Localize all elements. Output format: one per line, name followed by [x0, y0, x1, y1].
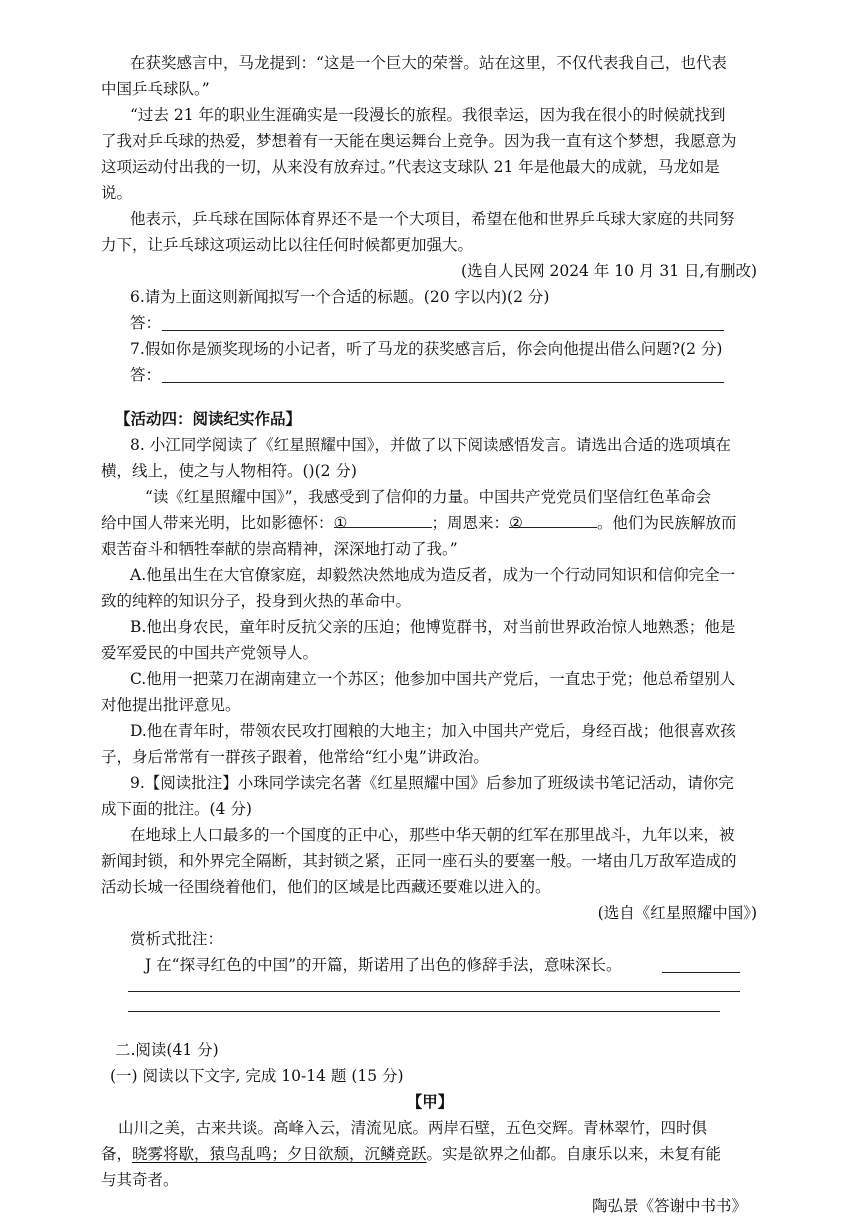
passage-jia-label: 【甲】	[406, 1092, 454, 1111]
question-6-text: 6.请为上面这则新闻拟写一个合适的标题。(20 字以内)(2 分)	[130, 288, 550, 306]
passage-line-2-end: 。实是欲界之仙都。自康乐以来，未复有能	[426, 1145, 722, 1163]
news-paragraph-2-line-3: 这项运动付出我的一切，从来没有放弃过。”代表这支球队 21 年是他最大的成就，马龙如是	[101, 158, 720, 176]
passage-line-3: 与其奇者。	[101, 1171, 179, 1189]
quote-text-a: 给中国人带来光明，比如影德怀：	[101, 514, 334, 532]
question-8-quote-line-3: 艰苦奋斗和牺牲奉献的崇高精神，深深地打动了我。”	[101, 540, 458, 558]
passage-line-2-start: 备，	[101, 1145, 133, 1163]
news-paragraph-3-line-1: 他表示，乒乓球在国际体育界还不是一个大项目，希望在他和世界乒乓球大家庭的共同努	[130, 210, 735, 228]
section-2-subtitle: (一) 阅读以下文字, 完成 10-14 题 (15 分)	[110, 1067, 404, 1085]
annotation-line-1[interactable]	[128, 991, 740, 992]
passage-line-1: 山川之美，古来共谈。高峰入云，清流见底。两岸石壁，五色交辉。青林翠竹，四时俱	[118, 1119, 708, 1137]
news-source: (选自人民网 2024 年 10 月 31 日,有删改)	[461, 262, 757, 280]
option-d-line-1: D.他在青年时，带领农民攻打囤粮的大地主；加入中国共产党后，身经百战；他很喜欢孩	[130, 722, 736, 740]
activity-4-title: 【活动四：阅读纪实作品】	[115, 409, 302, 428]
news-paragraph-1-line-1: 在获奖感言中，马龙提到：“这是一个巨大的荣誉。站在这里，不仅代表我自己，也代表	[130, 54, 727, 72]
option-d-line-2: 子，身后常常有一群孩子跟着，他常给“红小鬼”讲政治。	[101, 748, 489, 766]
annotation-blank-end[interactable]	[662, 972, 740, 973]
news-paragraph-1-line-2: 中国乒乓球队。”	[101, 80, 210, 98]
question-9-line-2: 成下面的批注。(4 分)	[101, 800, 252, 818]
section-2-title: 二.阅读(41 分)	[115, 1041, 219, 1059]
question-7-answer-line[interactable]	[162, 382, 724, 383]
excerpt-line-3: 活动长城一径围绕着他们，他们的区域是比西藏还要难以进入的。	[101, 878, 551, 896]
option-b-line-1: B.他出身农民，童年时反抗父亲的压迫；他博览群书，对当前世界政治惊人地熟悉；他是	[130, 618, 736, 636]
blank-1-marker: ①	[333, 514, 348, 532]
annotation-label: 赏析式批注：	[130, 930, 224, 948]
news-paragraph-2-line-1: “过去 21 年的职业生涯确实是一段漫长的旅程。我很幸运，因为我在很小的时候就找到	[130, 106, 726, 124]
passage-source: 陶弘景《答谢中书书》	[591, 1197, 747, 1215]
quote-text-c: 。他们为民族解放而	[597, 514, 737, 532]
excerpt-line-1: 在地球上人口最多的一个国度的正中心，那些中华天朝的红军在那里战斗，九年以来，被	[130, 826, 735, 844]
blank-2[interactable]	[509, 513, 597, 532]
option-a-line-1: A.他虽出生在大官僚家庭，却毅然决然地成为造反者，成为一个行动同知识和信仰完全一	[130, 566, 736, 584]
question-9-line-1: 9.【阅读批注】小珠同学读完名著《红星照耀中国》后参加了班级读书笔记活动，请你完	[130, 774, 734, 792]
question-8-quote-line-1: “读《红星照耀中国》”，我感受到了信仰的力量。中国共产党党员们坚信红色革命会	[145, 488, 712, 506]
question-7-text: 7.假如你是颁奖现场的小记者，听了马龙的获奖感言后，你会向他提出借么问题?(2 分)	[130, 340, 723, 358]
underlined-phrase: 晓雾将歇，猿鸟乱鸣；夕日欲颓，沉鳞竞跃	[132, 1145, 427, 1163]
blank-1[interactable]	[333, 513, 432, 532]
question-8-line-1: 8. 小江同学阅读了《红星照耀中国》，并做了以下阅读感悟发言。请选出合适的选项填在	[130, 436, 731, 454]
option-c-line-1: C.他用一把菜刀在湖南建立一个苏区；他参加中国共产党后，一直忠于党；他总希望别人	[130, 670, 736, 688]
annotation-prompt: J 在“探寻红色的中国”的开篇，斯诺用了出色的修辞手法，意味深长。	[145, 956, 622, 974]
excerpt-source: (选自《红星照耀中国》)	[597, 904, 757, 922]
option-a-line-2: 致的纯粹的知识分子，投身到火热的革命中。	[101, 592, 412, 610]
question-8-quote-line-2	[101, 513, 737, 533]
option-c-line-2: 对他提出批评意见。	[101, 696, 241, 714]
quote-text-b: ；周恩来：	[431, 514, 510, 532]
news-paragraph-2-line-2: 了我对乒乓球的热爱，梦想着有一天能在奥运舞台上竞争。因为我一直有这个梦想，我愿意为	[101, 132, 737, 150]
question-6-answer-label: 答：	[130, 314, 162, 332]
blank-2-marker: ②	[509, 514, 523, 532]
annotation-line-2[interactable]	[128, 1011, 720, 1012]
excerpt-line-2: 新闻封锁，和外界完全隔断，其封锁之紧，正同一座石头的要塞一般。一堵由几万敌军造成的	[101, 852, 737, 870]
question-6-answer-line[interactable]	[162, 330, 724, 331]
question-8-line-2: 横，线上，使之与人物相符。()(2 分)	[101, 462, 357, 480]
passage-line-2	[101, 1144, 721, 1164]
news-paragraph-3-line-2: 力下，让乒乓球这项运动比以往任何时候都更加强大。	[101, 236, 474, 254]
question-7-answer-label: 答：	[130, 366, 162, 384]
option-b-line-2: 爱军爱民的中国共产党领导人。	[101, 644, 319, 662]
news-paragraph-2-line-4: 说。	[101, 184, 133, 202]
